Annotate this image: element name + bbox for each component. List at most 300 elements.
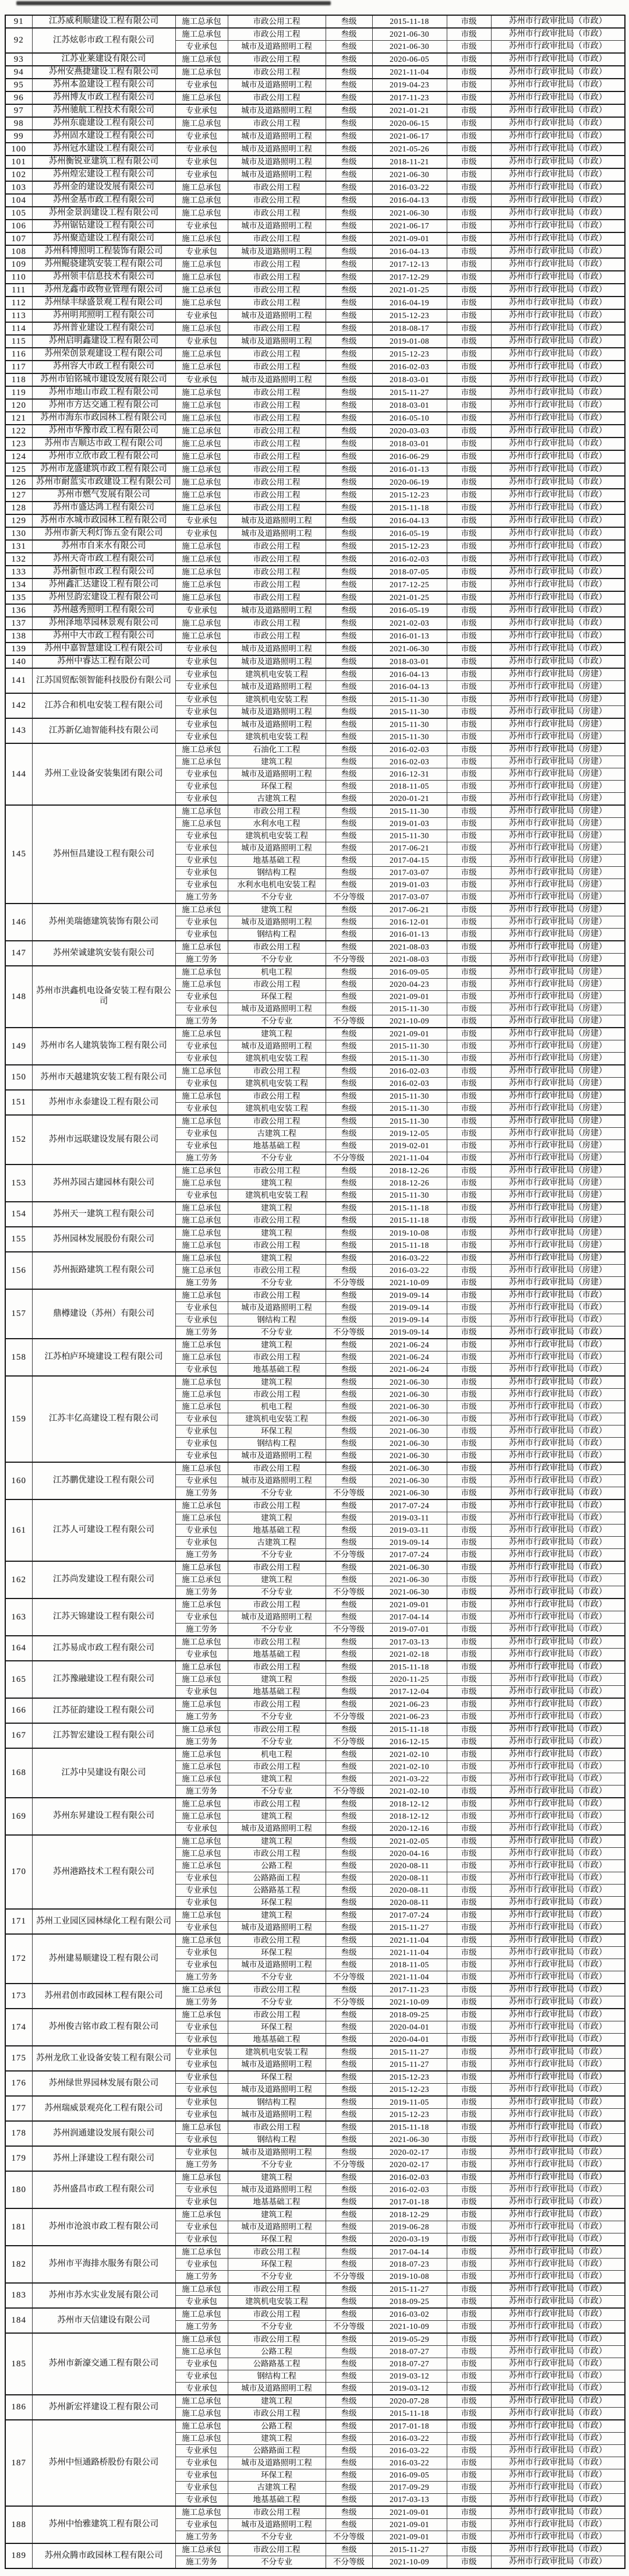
contract-type-cell: 施工总承包 [175, 1202, 228, 1215]
grade-cell: 叁级 [326, 130, 372, 143]
table-row [5, 1835, 625, 1848]
grade-cell: 叁级 [326, 1053, 372, 1065]
contract-type-cell: 专业承包 [175, 1053, 228, 1065]
level-cell: 市级 [447, 979, 491, 991]
specialty-cell: 市政公用工程 [228, 1265, 326, 1277]
approval-date-cell: 2019-09-14 [372, 1289, 447, 1302]
company-name-cell: 苏州荣诚建筑安装有限公司 [32, 941, 175, 966]
row-number-cell: 115 [5, 335, 32, 348]
approval-date-cell: 2021-05-26 [372, 143, 447, 156]
authority-cell: 苏州市行政审批局（市政） [491, 2208, 625, 2221]
specialty-cell: 市政公用工程 [228, 91, 326, 104]
approval-date-cell: 2017-07-24 [372, 1499, 447, 1512]
contract-type-cell: 施工总承包 [175, 207, 228, 220]
authority-cell: 苏州市行政审批局（市政） [491, 194, 625, 207]
authority-cell: 苏州市行政审批局（房建） [491, 916, 625, 929]
specialty-cell: 地基基础工程 [228, 2034, 326, 2046]
specialty-cell: 市政公用工程 [228, 1090, 326, 1103]
approval-date-cell: 2018-07-05 [372, 566, 447, 578]
grade-cell: 叁级 [326, 1636, 372, 1649]
table-row [5, 2146, 625, 2159]
authority-cell: 苏州市行政审批局（市政） [491, 1798, 625, 1811]
authority-cell: 苏州市行政审批局（市政） [491, 1351, 625, 1364]
company-name-cell: 苏州驰航工程技术有限公司 [32, 104, 175, 117]
contract-type-cell: 施工总承包 [175, 1835, 228, 1848]
table-row [5, 514, 625, 527]
contract-type-cell: 专业承包 [175, 143, 228, 156]
grade-cell: 叁级 [326, 1140, 372, 1152]
contract-type-cell: 施工总承包 [175, 2009, 228, 2021]
company-name-cell: 苏州天奇市政工程有限公司 [32, 553, 175, 566]
grade-cell: 叁级 [326, 1438, 372, 1450]
specialty-cell: 城市及道路照明工程 [228, 655, 326, 668]
contract-type-cell: 施工劳务 [175, 1996, 228, 2009]
approval-date-cell: 2021-11-04 [372, 1947, 447, 1959]
authority-cell: 苏州市行政审批局（市政） [491, 1499, 625, 1512]
level-cell: 市级 [447, 2134, 491, 2147]
specialty-cell: 城市及道路照明工程 [228, 2383, 326, 2395]
approval-date-cell: 2015-11-30 [372, 1103, 447, 1116]
approval-date-cell: 2019-10-08 [372, 1227, 447, 1240]
specialty-cell: 建筑工程 [228, 1339, 326, 1351]
approval-date-cell: 2017-12-04 [372, 1686, 447, 1699]
level-cell: 市级 [447, 1240, 491, 1252]
company-name-cell: 江苏豫融建设工程有限公司 [32, 1661, 175, 1698]
authority-cell: 苏州市行政审批局（房建） [491, 1240, 625, 1252]
level-cell: 市级 [447, 2084, 491, 2097]
approval-date-cell: 2019-02-01 [372, 1140, 447, 1152]
table-row [5, 617, 625, 630]
specialty-cell: 市政公用工程 [228, 1115, 326, 1128]
grade-cell: 叁级 [326, 867, 372, 879]
row-number-cell: 163 [5, 1598, 32, 1636]
grade-cell: 叁级 [326, 991, 372, 1003]
specialty-cell: 建筑机电安装工程 [228, 2296, 326, 2309]
level-cell: 市级 [447, 867, 491, 879]
contract-type-cell: 施工劳务 [175, 2271, 228, 2284]
authority-cell: 苏州市行政审批局（房建） [491, 1040, 625, 1053]
level-cell: 市级 [447, 1811, 491, 1823]
table-row [5, 220, 625, 232]
table-row [5, 655, 625, 668]
grade-cell: 叁级 [326, 335, 372, 348]
level-cell: 市级 [447, 2457, 491, 2469]
authority-cell: 苏州市行政审批局（市政） [491, 1339, 625, 1351]
contract-type-cell: 施工劳务 [175, 1487, 228, 1500]
level-cell: 市级 [447, 904, 491, 916]
level-cell: 市级 [447, 566, 491, 578]
specialty-cell: 不分专业 [228, 1015, 326, 1028]
level-cell: 市级 [447, 2383, 491, 2395]
approval-date-cell: 2018-03-01 [372, 373, 447, 386]
company-name-cell: 苏州金景润建设工程有限公司 [32, 207, 175, 220]
approval-date-cell: 2019-09-14 [372, 1314, 447, 1326]
company-name-cell: 苏州恒昌建设工程有限公司 [32, 805, 175, 904]
table-row [5, 130, 625, 143]
level-cell: 市级 [447, 1487, 491, 1500]
authority-cell: 苏州市行政审批局（房建） [491, 1277, 625, 1290]
level-cell: 市级 [447, 450, 491, 463]
table-row [5, 271, 625, 284]
approval-date-cell: 2021-06-23 [372, 1711, 447, 1724]
specialty-cell: 城市及道路照明工程 [228, 1823, 326, 1836]
contract-type-cell: 专业承包 [175, 2034, 228, 2046]
contract-type-cell: 施工劳务 [175, 1152, 228, 1165]
specialty-cell: 不分专业 [228, 1624, 326, 1636]
table-row [5, 2009, 625, 2021]
authority-cell: 苏州市行政审批局（市政） [491, 1636, 625, 1649]
contract-type-cell: 施工总承包 [175, 805, 228, 818]
authority-cell: 苏州市行政审批局（市政） [491, 258, 625, 271]
contract-type-cell: 专业承包 [175, 855, 228, 867]
row-number-cell: 153 [5, 1165, 32, 1202]
level-cell: 市级 [447, 1450, 491, 1463]
authority-cell: 苏州市行政审批局（市政） [491, 1835, 625, 1848]
approval-date-cell: 2021-02-05 [372, 1835, 447, 1848]
table-row [5, 1252, 625, 1265]
row-number-cell: 116 [5, 348, 32, 361]
authority-cell: 苏州市行政审批局（市政） [491, 1723, 625, 1736]
approval-date-cell: 2021-08-03 [372, 954, 447, 966]
table-row [5, 309, 625, 322]
authority-cell: 苏州市行政审批局（市政） [491, 604, 625, 617]
grade-cell: 叁级 [326, 2171, 372, 2184]
specialty-cell: 市政公用工程 [228, 2283, 326, 2296]
specialty-cell: 市政公用工程 [228, 2308, 326, 2321]
authority-cell: 苏州市行政审批局（房建） [491, 966, 625, 979]
table-row [5, 2308, 625, 2321]
approval-date-cell: 2016-02-03 [372, 756, 447, 768]
approval-date-cell: 2019-03-11 [372, 1525, 447, 1537]
authority-cell: 苏州市行政审批局（房建） [491, 681, 625, 694]
contract-type-cell: 施工总承包 [175, 194, 228, 207]
contract-type-cell: 专业承包 [175, 1314, 228, 1326]
company-name-cell: 苏州新恒市政工程有限公司 [32, 566, 175, 578]
grade-cell: 叁级 [326, 2506, 372, 2519]
authority-cell: 苏州市行政审批局（市政） [491, 2519, 625, 2531]
contract-type-cell: 施工总承包 [175, 117, 228, 130]
approval-date-cell: 2017-01-18 [372, 2196, 447, 2209]
table-row [5, 2333, 625, 2346]
authority-cell: 苏州市行政审批局（市政） [491, 220, 625, 232]
level-cell: 市级 [447, 2146, 491, 2159]
authority-cell: 苏州市行政审批局（市政） [491, 2184, 625, 2196]
table-row [5, 2246, 625, 2259]
grade-cell: 不分等级 [326, 2556, 372, 2569]
approval-date-cell: 2021-01-25 [372, 284, 447, 297]
company-name-cell: 苏州瑞威景观亮化工程有限公司 [32, 2096, 175, 2121]
authority-cell: 苏州市行政审批局（房建） [491, 879, 625, 891]
row-number-cell: 156 [5, 1252, 32, 1289]
authority-cell: 苏州市行政审批局（市政） [491, 1897, 625, 1910]
contract-type-cell: 施工总承包 [175, 1227, 228, 1240]
authority-cell: 苏州市行政审批局（市政） [491, 2159, 625, 2172]
approval-date-cell: 2015-11-18 [372, 15, 447, 28]
approval-date-cell: 2021-06-24 [372, 1351, 447, 1364]
contract-type-cell: 专业承包 [175, 681, 228, 694]
authority-cell: 苏州市行政审批局（市政） [491, 2321, 625, 2334]
approval-date-cell: 2018-12-26 [372, 1177, 447, 1190]
row-number-cell: 159 [5, 1376, 32, 1462]
authority-cell: 苏州市行政审批局（房建） [491, 781, 625, 793]
grade-cell: 叁级 [326, 2134, 372, 2147]
contract-type-cell: 施工总承包 [175, 1065, 228, 1078]
contract-type-cell: 施工总承包 [175, 2506, 228, 2519]
level-cell: 市级 [447, 1314, 491, 1326]
specialty-cell: 市政公用工程 [228, 450, 326, 463]
grade-cell: 叁级 [326, 2009, 372, 2021]
grade-cell: 叁级 [326, 1761, 372, 1773]
specialty-cell: 市政公用工程 [228, 399, 326, 412]
contract-type-cell: 专业承包 [175, 2358, 228, 2370]
authority-cell: 苏州市行政审批局（市政） [491, 1984, 625, 1996]
specialty-cell: 公路工程 [228, 1860, 326, 1872]
level-cell: 市级 [447, 412, 491, 425]
row-number-cell: 113 [5, 309, 32, 322]
company-name-cell: 苏州中恒通路桥股份有限公司 [32, 2420, 175, 2506]
authority-cell: 苏州市行政审批局（市政） [491, 630, 625, 643]
approval-date-cell: 2019-09-14 [372, 1537, 447, 1549]
authority-cell: 苏州市行政审批局（市政） [491, 2383, 625, 2395]
table-row [5, 399, 625, 412]
authority-cell: 苏州市行政审批局（市政） [491, 2283, 625, 2296]
specialty-cell: 不分专业 [228, 1971, 326, 1984]
row-number-cell: 105 [5, 207, 32, 220]
authority-cell: 苏州市行政审批局（房建） [491, 693, 625, 706]
authority-cell: 苏州市行政审批局（市政） [491, 1959, 625, 1971]
approval-date-cell: 2015-11-30 [372, 1040, 447, 1053]
specialty-cell: 城市及道路照明工程 [228, 1922, 326, 1935]
specialty-cell: 市政公用工程 [228, 53, 326, 66]
authority-cell: 苏州市行政审批局（市政） [491, 1947, 625, 1959]
row-number-cell: 183 [5, 2283, 32, 2308]
approval-date-cell: 2016-02-03 [372, 553, 447, 566]
company-name-cell: 苏州振路建筑工程有限公司 [32, 1252, 175, 1289]
level-cell: 市级 [447, 1339, 491, 1351]
grade-cell: 叁级 [326, 1314, 372, 1326]
specialty-cell: 地基基础工程 [228, 2494, 326, 2507]
grade-cell: 不分等级 [326, 1549, 372, 1562]
authority-cell: 苏州市行政审批局（市政） [491, 1413, 625, 1425]
authority-cell: 苏州市行政审批局（市政） [491, 1996, 625, 2009]
row-number-cell: 98 [5, 117, 32, 130]
row-number-cell: 150 [5, 1065, 32, 1090]
specialty-cell: 市政公用工程 [228, 117, 326, 130]
specialty-cell: 市政公用工程 [228, 207, 326, 220]
level-cell: 市级 [447, 437, 491, 450]
level-cell: 市级 [447, 1922, 491, 1935]
grade-cell: 叁级 [326, 2034, 372, 2046]
grade-cell: 叁级 [326, 1872, 372, 1885]
row-number-cell: 114 [5, 322, 32, 335]
grade-cell: 叁级 [326, 91, 372, 104]
specialty-cell: 不分专业 [228, 1711, 326, 1724]
approval-date-cell: 2017-06-21 [372, 904, 447, 916]
specialty-cell: 不分专业 [228, 1277, 326, 1290]
contract-type-cell: 专业承包 [175, 706, 228, 719]
level-cell: 市级 [447, 793, 491, 806]
approval-date-cell: 2015-12-23 [372, 309, 447, 322]
table-row [5, 1499, 625, 1512]
grade-cell: 叁级 [326, 1265, 372, 1277]
specialty-cell: 城市及道路照明工程 [228, 130, 326, 143]
company-name-cell: 苏州龙欣工业设备安装工程有限公司 [32, 2046, 175, 2071]
company-name-cell: 苏州市铂铭城市建设发展有限公司 [32, 373, 175, 386]
contract-type-cell: 施工总承包 [175, 818, 228, 830]
grade-cell: 叁级 [326, 2519, 372, 2531]
specialty-cell: 城市及道路照明工程 [228, 1003, 326, 1015]
authority-cell: 苏州市行政审批局（市政） [491, 540, 625, 553]
grade-cell: 叁级 [326, 2208, 372, 2221]
specialty-cell: 市政公用工程 [228, 361, 326, 373]
company-name-cell: 苏州中嘉智慧建设工程有限公司 [32, 643, 175, 655]
level-cell: 市级 [447, 271, 491, 284]
approval-date-cell: 2021-10-09 [372, 1996, 447, 2009]
grade-cell: 叁级 [326, 793, 372, 806]
authority-cell: 苏州市行政审批局（市政） [491, 1711, 625, 1724]
specialty-cell: 建筑工程 [228, 904, 326, 916]
specialty-cell: 地基基础工程 [228, 855, 326, 867]
specialty-cell: 市政公用工程 [228, 1636, 326, 1649]
row-number-cell: 132 [5, 553, 32, 566]
level-cell: 市级 [447, 1611, 491, 1624]
row-number-cell: 99 [5, 130, 32, 143]
approval-date-cell: 2015-11-18 [372, 1661, 447, 1674]
table-row [5, 1798, 625, 1811]
authority-cell: 苏州市行政审批局（市政） [491, 1971, 625, 1984]
grade-cell: 叁级 [326, 463, 372, 476]
company-name-cell: 苏州市远联建设发展有限公司 [32, 1115, 175, 1165]
grade-cell: 叁级 [326, 718, 372, 731]
approval-date-cell: 2020-04-01 [372, 2034, 447, 2046]
grade-cell: 叁级 [326, 1475, 372, 1487]
authority-cell: 苏州市行政审批局（市政） [491, 2370, 625, 2383]
level-cell: 市级 [447, 1252, 491, 1265]
contract-type-cell: 施工总承包 [175, 1177, 228, 1190]
specialty-cell: 市政公用工程 [228, 2543, 326, 2556]
specialty-cell: 城市及道路照明工程 [228, 335, 326, 348]
grade-cell: 叁级 [326, 28, 372, 41]
grade-cell: 不分等级 [326, 1152, 372, 1165]
contract-type-cell: 专业承包 [175, 781, 228, 793]
table-row [5, 181, 625, 194]
table-row [5, 591, 625, 604]
table-row [5, 904, 625, 916]
specialty-cell: 建筑机电安装工程 [228, 2046, 326, 2059]
grade-cell: 叁级 [326, 194, 372, 207]
level-cell: 市级 [447, 220, 491, 232]
contract-type-cell: 施工总承包 [175, 756, 228, 768]
company-name-cell: 苏州泽地萃园林景观有限公司 [32, 617, 175, 630]
approval-date-cell: 2015-11-30 [372, 731, 447, 744]
contract-type-cell: 施工总承包 [175, 437, 228, 450]
authority-cell: 苏州市行政审批局（市政） [491, 2531, 625, 2544]
approval-date-cell: 2015-12-23 [372, 348, 447, 361]
company-name-cell: 江苏人可建设工程有限公司 [32, 1499, 175, 1561]
table-row [5, 1462, 625, 1475]
level-cell: 市级 [447, 1649, 491, 1661]
table-row [5, 245, 625, 258]
table-row [5, 668, 625, 681]
row-number-cell: 123 [5, 437, 32, 450]
authority-cell: 苏州市行政审批局（市政） [491, 335, 625, 348]
authority-cell: 苏州市行政审批局（市政） [491, 2556, 625, 2569]
specialty-cell: 市政公用工程 [228, 1389, 326, 1401]
contract-type-cell: 专业承包 [175, 693, 228, 706]
company-name-cell: 苏州启明鑫建设工程有限公司 [32, 335, 175, 348]
company-name-cell: 苏州市沧浪市政工程有限公司 [32, 2208, 175, 2246]
approval-date-cell: 2017-03-13 [372, 2494, 447, 2507]
grade-cell: 叁级 [326, 1947, 372, 1959]
authority-cell: 苏州市行政审批局（市政） [491, 2009, 625, 2021]
contract-type-cell: 施工总承包 [175, 743, 228, 756]
level-cell: 市级 [447, 2296, 491, 2309]
contract-type-cell: 施工总承包 [175, 904, 228, 916]
grade-cell: 叁级 [326, 805, 372, 818]
specialty-cell: 古建筑工程 [228, 2482, 326, 2494]
company-name-cell: 苏州港路技术工程有限公司 [32, 1835, 175, 1909]
contract-type-cell: 施工总承包 [175, 1376, 228, 1389]
approval-date-cell: 2021-06-30 [372, 1586, 447, 1599]
approval-date-cell: 2019-04-23 [372, 79, 447, 91]
contract-type-cell: 施工总承包 [175, 1462, 228, 1475]
level-cell: 市级 [447, 143, 491, 156]
table-row [5, 194, 625, 207]
contract-type-cell: 施工总承包 [175, 1674, 228, 1686]
row-number-cell: 158 [5, 1339, 32, 1376]
level-cell: 市级 [447, 941, 491, 954]
table-row [5, 1289, 625, 1302]
contract-type-cell: 施工总承包 [175, 1811, 228, 1823]
approval-date-cell: 2018-11-05 [372, 781, 447, 793]
level-cell: 市级 [447, 463, 491, 476]
authority-cell: 苏州市行政审批局（市政） [491, 1302, 625, 1314]
contract-type-cell: 施工总承包 [175, 1289, 228, 1302]
level-cell: 市级 [447, 681, 491, 694]
level-cell: 市级 [447, 2420, 491, 2433]
specialty-cell: 市政公用工程 [228, 1499, 326, 1512]
contract-type-cell: 专业承包 [175, 2196, 228, 2209]
authority-cell: 苏州市行政审批局（市政） [491, 79, 625, 91]
level-cell: 市级 [447, 1103, 491, 1116]
level-cell: 市级 [447, 15, 491, 28]
contract-type-cell: 专业承包 [175, 1525, 228, 1537]
company-name-cell: 江苏中吴建设有限公司 [32, 1748, 175, 1798]
specialty-cell: 城市及道路照明工程 [228, 643, 326, 655]
level-cell: 市级 [447, 1326, 491, 1339]
approval-date-cell: 2016-05-19 [372, 527, 447, 540]
approval-date-cell: 2021-02-18 [372, 1649, 447, 1661]
authority-cell: 苏州市行政审批局（市政） [491, 1401, 625, 1413]
approval-date-cell: 2016-03-22 [372, 181, 447, 194]
grade-cell: 叁级 [326, 1450, 372, 1463]
grade-cell: 叁级 [326, 578, 372, 591]
contract-type-cell: 施工总承包 [175, 966, 228, 979]
contract-type-cell: 专业承包 [175, 1823, 228, 1836]
approval-date-cell: 2021-02-03 [372, 617, 447, 630]
contract-type-cell: 施工总承包 [175, 630, 228, 643]
contract-type-cell: 施工劳务 [175, 2159, 228, 2172]
grade-cell: 叁级 [326, 2021, 372, 2034]
level-cell: 市级 [447, 194, 491, 207]
specialty-cell: 城市及道路照明工程 [228, 1302, 326, 1314]
grade-cell: 叁级 [326, 2121, 372, 2134]
contract-type-cell: 施工总承包 [175, 2283, 228, 2296]
authority-cell: 苏州市行政审批局（市政） [491, 1438, 625, 1450]
grade-cell: 叁级 [326, 361, 372, 373]
specialty-cell: 市政公用工程 [228, 66, 326, 79]
authority-cell: 苏州市行政审批局（市政） [491, 1549, 625, 1562]
